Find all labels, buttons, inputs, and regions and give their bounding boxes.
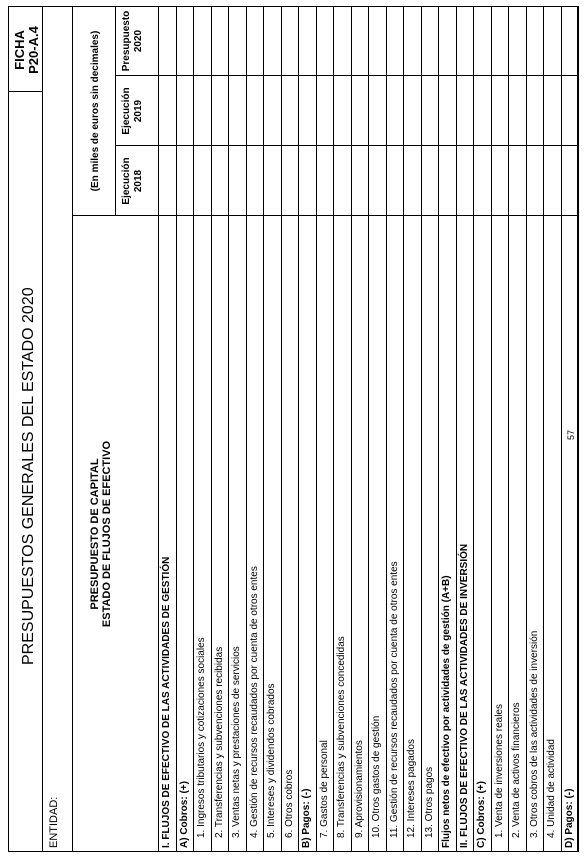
units-note: (En miles de euros sin decimales) [90, 30, 101, 192]
table-row-label: 5. Intereses y dividendos cobrados [266, 683, 277, 838]
row-divider [421, 6, 422, 852]
row-divider [508, 6, 509, 852]
table-row-label: 3. Ventas netas y prestaciones de servicios [231, 646, 242, 838]
row-divider [543, 6, 544, 852]
document-title: PRESUPUESTOS GENERALES DEL ESTADO 2020 [20, 287, 37, 665]
ficha-label: FICHA [12, 30, 27, 70]
page-number: 57 [566, 429, 576, 440]
table-row-label: A) Cobros: (+) [178, 781, 190, 848]
row-divider [298, 6, 299, 852]
table-row-label: 1. Ingresos tributarios y cotizaciones sociales [196, 637, 207, 838]
ficha-code: P20-A.4 [26, 26, 41, 74]
column-header: Presupuesto [121, 10, 132, 72]
row-divider [211, 6, 212, 852]
column-header-year: 2020 [133, 29, 144, 53]
row-divider [578, 6, 579, 852]
row-divider [456, 6, 457, 852]
column-divider [72, 215, 578, 216]
table-row-label: C) Cobros: (+) [476, 781, 487, 848]
table-row-label: 6. Otros cobros [283, 769, 295, 838]
row-divider [368, 6, 369, 852]
entity-label: ENTIDAD: [48, 796, 60, 848]
header-divider [42, 6, 43, 852]
column-header: Ejecución [121, 87, 132, 135]
table-row-label: I. FLUJOS DE EFECTIVO DE LAS ACTIVIDADES DE GESTIÓN [161, 556, 172, 848]
table-header-divider [158, 6, 159, 852]
table-title: PRESUPUESTO DE CAPITAL [89, 458, 101, 610]
table-row-label: 2. Transferencias y subvenciones recibidas [213, 646, 225, 838]
row-divider [246, 6, 247, 852]
row-divider [176, 6, 177, 852]
row-divider [351, 6, 352, 852]
row-divider [193, 6, 194, 852]
row-divider [263, 6, 264, 852]
row-divider [473, 6, 474, 852]
row-divider [491, 6, 492, 852]
row-divider [403, 6, 404, 852]
table-row-label: 2. Venta de activos financieros [511, 702, 522, 838]
table-row-label: 4. Gestión de recursos recaudados por cuenta de otros entes [248, 566, 260, 838]
column-header: Ejecución [121, 157, 132, 205]
table-row-label: II. FLUJOS DE EFECTIVO DE LAS ACTIVIDADES DE INVERSIÓN [458, 543, 470, 848]
row-divider [438, 6, 439, 852]
ficha-divider [8, 91, 42, 92]
row-divider [333, 6, 334, 852]
table-row-label: 12. Intereses pagados [406, 739, 417, 838]
column-header-year: 2019 [133, 99, 144, 123]
row-divider [316, 6, 317, 852]
table-row-label: B) Pagos: (-) [301, 788, 312, 848]
table-row-label: 8. Transferencias y subvenciones concedidas [336, 636, 347, 838]
table-row-label: 9. Aprovisionamientos [353, 740, 365, 838]
table-row-label: 7. Gastos de personal [318, 740, 330, 838]
row-divider [526, 6, 527, 852]
units-divider [115, 6, 116, 216]
table-row-label: 13. Otros pagos [423, 766, 435, 838]
row-divider [386, 6, 387, 852]
table-row-label: Flujos netos de efectivo por actividades de gestión (A+B) [441, 575, 452, 848]
row-divider [281, 6, 282, 852]
table-row-label: 10. Otros gastos de gestión [371, 715, 382, 838]
table-row-label: 1. Venta de inversiones reales [493, 704, 505, 838]
table-subtitle: ESTADO DE FLUJOS DE EFECTIVO [101, 440, 113, 628]
table-row-label: 11. Gestión de recursos recaudados por cuenta de otros entes [388, 561, 400, 838]
table-row-label: 4. Unidad de actividad [546, 739, 557, 838]
entity-divider [72, 6, 73, 852]
row-divider [228, 6, 229, 852]
table-row-label: D) Pagos: (-) [563, 788, 575, 848]
table-row-label: 3. Otros cobros de las actividades de inversión [528, 630, 540, 838]
row-divider [561, 6, 562, 852]
column-header-year: 2018 [133, 169, 144, 193]
